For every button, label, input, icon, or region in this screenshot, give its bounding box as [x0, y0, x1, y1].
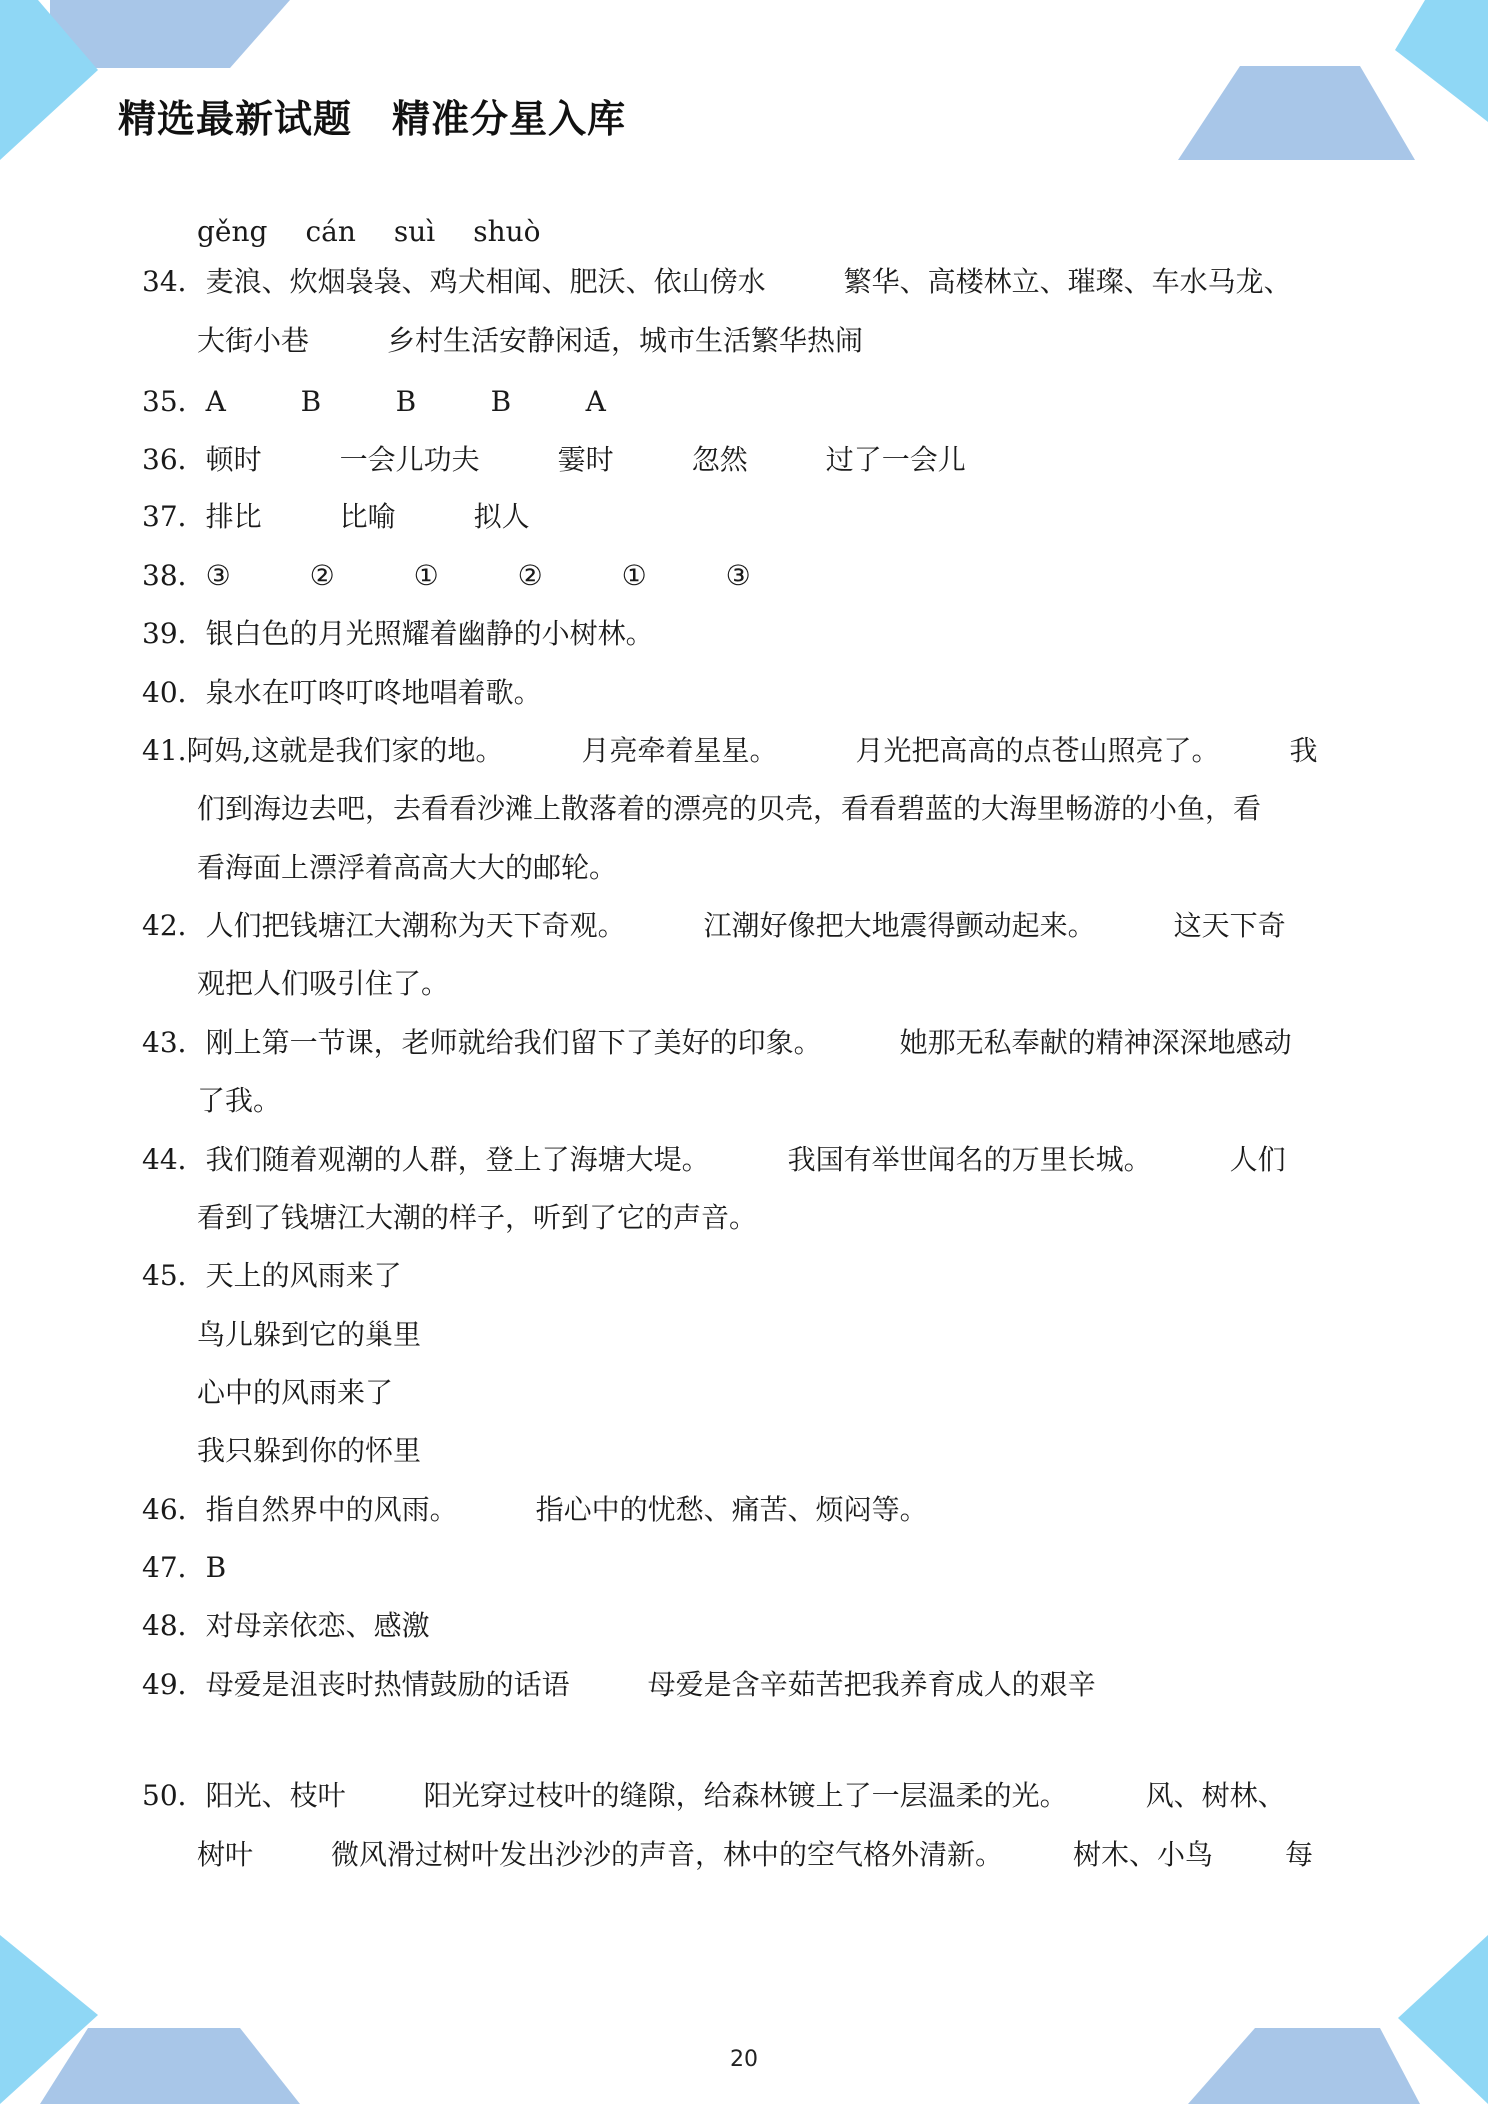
page-title-part1: 精选最新试题 [118, 97, 353, 141]
answer-text: 泉水在叮咚叮咚地唱着歌。 [205, 676, 542, 709]
answer-text: 对母亲依恋、感激 [205, 1609, 430, 1642]
answer-text: 树叶 [197, 1838, 254, 1871]
answer-text: 母爱是沮丧时热情鼓励的话语 [205, 1668, 570, 1701]
question-number: 35． [142, 385, 206, 418]
question-number: 41. [142, 734, 187, 767]
poem-line: 鸟儿躲到它的巢里 [197, 1318, 422, 1351]
answer-text: 观把人们吸引住了。 [197, 967, 450, 1000]
answer-50-cont [197, 1838, 1313, 1872]
answer-37 [142, 500, 530, 534]
answer-42 [142, 909, 1286, 943]
page-title [118, 88, 626, 143]
page-title-part2: 精准分星入库 [392, 97, 627, 141]
answer-choice: B [300, 385, 322, 418]
answer-choice: ② [517, 559, 543, 592]
answer-text: 树木、小鸟 [1073, 1838, 1214, 1871]
answer-45 [142, 1259, 402, 1293]
poem-line: 天上的风雨来了 [205, 1259, 402, 1292]
answer-text: 母爱是含辛茹苦把我养育成人的艰辛 [647, 1668, 1096, 1701]
question-number: 48． [142, 1609, 206, 1642]
answer-text: 大街小巷 [197, 324, 310, 357]
top-right-triangle [1395, 0, 1488, 122]
answer-text: 她那无私奉献的精神深深地感动 [899, 1026, 1292, 1059]
answer-text: 月光把高高的点苍山照亮了。 [855, 734, 1220, 767]
answer-text: 这天下奇 [1173, 909, 1286, 942]
answer-35 [142, 385, 606, 419]
answer-41-cont [197, 792, 1261, 826]
answer-choice: A [585, 385, 606, 418]
answer-text: 每 [1285, 1838, 1314, 1871]
answer-46 [142, 1493, 928, 1527]
answer-41 [142, 734, 1317, 768]
answer-34 [142, 265, 1292, 299]
answer-text: 人们把钱塘江大潮称为天下奇观。 [205, 909, 626, 942]
question-number: 49． [142, 1668, 206, 1701]
question-number: 34． [142, 265, 206, 298]
top-right-trapezoid [1178, 66, 1415, 160]
answer-choice: ② [309, 559, 335, 592]
answer-text: 刚上第一节课，老师就给我们留下了美好的印象。 [205, 1026, 822, 1059]
answer-text: 繁华、高楼林立、璀璨、车水马龙、 [843, 265, 1292, 298]
answer-42-cont [197, 967, 449, 1001]
answer-41-cont [197, 851, 617, 885]
answer-choice: ① [621, 559, 647, 592]
answer-text: 月亮牵着星星。 [581, 734, 778, 767]
answer-text: 我国有举世闻名的万里长城。 [787, 1143, 1152, 1176]
answer-text: 乡村生活安静闲适，城市生活繁华热闹 [387, 324, 864, 357]
answer-text: 阳光穿过枝叶的缝隙，给森林镀上了一层温柔的光。 [423, 1779, 1068, 1812]
answer-choice: B [395, 385, 417, 418]
question-number: 36． [142, 443, 206, 476]
question-number: 37． [142, 500, 206, 533]
question-number: 47． [142, 1551, 206, 1584]
question-number: 42． [142, 909, 206, 942]
answer-choice: B [490, 385, 512, 418]
pinyin-4: shuò [473, 215, 541, 248]
answer-text: 阳光、枝叶 [205, 1779, 346, 1812]
answer-text: 江潮好像把大地震得颤动起来。 [703, 909, 1096, 942]
answer-choice: 拟人 [473, 500, 530, 533]
answer-text: 指心中的忧愁、痛苦、烦闷等。 [535, 1493, 928, 1526]
poem-line: 我只躲到你的怀里 [197, 1434, 422, 1467]
pinyin-3: suì [393, 215, 436, 248]
answer-49 [142, 1668, 1096, 1702]
answer-text: B [205, 1551, 227, 1584]
question-number: 45． [142, 1259, 206, 1292]
answer-36 [142, 443, 966, 477]
answer-38 [142, 559, 751, 593]
answer-choice: ③ [725, 559, 751, 592]
answer-text: 了我。 [197, 1084, 282, 1117]
answer-text: 微风滑过树叶发出沙沙的声音，林中的空气格外清新。 [331, 1838, 1004, 1871]
answer-34-cont [197, 324, 863, 358]
bottom-right-triangle [1398, 1935, 1488, 2104]
answer-text: 人们 [1229, 1143, 1286, 1176]
answer-text: 风、树林、 [1145, 1779, 1286, 1812]
page-number: 20 [730, 2047, 758, 2072]
question-number: 50． [142, 1779, 206, 1812]
answer-43 [142, 1026, 1292, 1060]
answer-text: 们到海边去吧，去看看沙滩上散落着的漂亮的贝壳，看看碧蓝的大海里畅游的小鱼，看 [197, 792, 1262, 825]
question-number: 38． [142, 559, 206, 592]
answer-47 [142, 1551, 226, 1585]
answer-48 [142, 1609, 430, 1643]
answer-text: 阿妈,这就是我们家的地。 [186, 734, 504, 767]
answer-40 [142, 676, 542, 710]
question-number: 39． [142, 617, 206, 650]
pinyin-2: cán [305, 215, 356, 248]
answer-choice: ① [413, 559, 439, 592]
answer-choice: 比喻 [339, 500, 396, 533]
poem-line: 心中的风雨来了 [197, 1376, 394, 1409]
answer-text: 我们随着观潮的人群，登上了海塘大堤。 [205, 1143, 710, 1176]
answer-choice: 排比 [205, 500, 262, 533]
pinyin-line [197, 215, 579, 248]
answer-50 [142, 1779, 1286, 1813]
answer-text: 看到了钱塘江大潮的样子，听到了它的声音。 [197, 1201, 758, 1234]
question-number: 40． [142, 676, 206, 709]
answer-choice: ③ [205, 559, 231, 592]
question-number: 46． [142, 1493, 206, 1526]
answer-text: 指自然界中的风雨。 [205, 1493, 458, 1526]
answer-choice: 霎时 [557, 443, 614, 476]
answer-choice: 一会儿功夫 [339, 443, 480, 476]
answer-text: 银白色的月光照耀着幽静的小树林。 [205, 617, 654, 650]
answer-44-cont [197, 1201, 757, 1235]
answer-choice: A [205, 385, 226, 418]
answer-choice: 忽然 [691, 443, 748, 476]
pinyin-1: gěng [197, 215, 268, 248]
answer-text: 看海面上漂浮着高高大大的邮轮。 [197, 851, 618, 884]
answer-43-cont [197, 1084, 281, 1118]
answer-choice: 过了一会儿 [825, 443, 966, 476]
answer-44 [142, 1143, 1286, 1177]
answer-choice: 顿时 [205, 443, 262, 476]
answer-text: 我 [1289, 734, 1318, 767]
answer-39 [142, 617, 654, 651]
question-number: 43． [142, 1026, 206, 1059]
question-number: 44． [142, 1143, 206, 1176]
answer-text: 麦浪、炊烟袅袅、鸡犬相闻、肥沃、依山傍水 [205, 265, 766, 298]
